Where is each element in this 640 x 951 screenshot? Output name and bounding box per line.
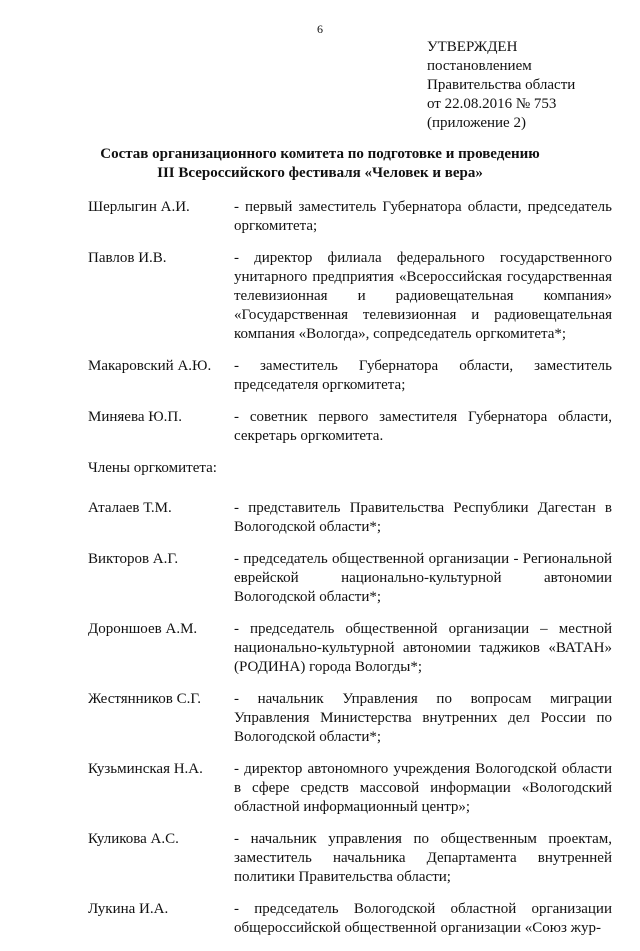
member-row [88, 499, 612, 537]
member-row [88, 690, 612, 747]
approval-line: от 22.08.2016 № 753 [427, 96, 557, 112]
member-row [88, 550, 612, 607]
member-name: Павлов И.В. [88, 250, 167, 266]
member-name: Миняева Ю.П. [88, 409, 182, 425]
member-role: - начальник управления по общественным проектам, заместитель начальника Департамента внутренней политики Правительства области; [234, 831, 612, 885]
member-name: Лукина И.А. [88, 901, 169, 917]
member-role: - заместитель Губернатора области, заместитель председателя оргкомитета; [234, 358, 612, 393]
member-row [88, 249, 612, 344]
member-name: Кузьминская Н.А. [88, 761, 203, 777]
title-line: III Всероссийского фестиваля «Человек и вера» [157, 165, 483, 181]
member-row [88, 198, 612, 236]
member-name: Куликова А.С. [88, 831, 179, 847]
member-role: - председатель общественной организации - Региональной еврейской национально-культурной автономии Вологодской области*; [234, 551, 612, 605]
member-row [88, 357, 612, 395]
title-line: Состав организационного комитета по подготовке и проведению [100, 146, 540, 162]
page-number: 6 [317, 22, 323, 36]
member-row [88, 760, 612, 817]
members-section-label: Члены оргкомитета: [88, 460, 217, 476]
member-role: - первый заместитель Губернатора области, председатель оргкомитета; [234, 199, 612, 234]
approval-stamp [427, 38, 575, 133]
member-row [88, 408, 612, 446]
member-name: Викторов А.Г. [88, 551, 179, 567]
member-role: - советник первого заместителя Губернатора области, секретарь оргкомитета. [234, 409, 612, 444]
approval-line: Правительства области [427, 77, 576, 93]
committee-list [88, 198, 612, 951]
member-name: Дороншоев А.М. [88, 621, 198, 637]
member-name: Жестянников С.Г. [88, 691, 202, 707]
member-role: - представитель Правительства Республики Дагестан в Вологодской области*; [234, 500, 612, 535]
member-role: - директор автономного учреждения Вологодской области в сфере средств массовой информации «Вологодский областной информационный центр»; [234, 761, 612, 815]
member-name: Макаровский А.Ю. [88, 358, 212, 374]
member-row [88, 830, 612, 887]
member-role: - начальник Управления по вопросам миграции Управления Министерства внутренних дел России по Вологодской области*; [234, 691, 612, 745]
member-row [88, 620, 612, 677]
approval-line: (приложение 2) [427, 115, 526, 131]
member-name: Шерлыгин А.И. [88, 199, 190, 215]
member-role: - председатель общественной организации – местной национально-культурной автономии таджиков «ВАТАН» (РОДИНА) города Вологды*; [234, 621, 612, 675]
member-role: - директор филиала федерального государственного унитарного предприятия «Всероссийская государственная телевизионная и радиовещательная компания» «Государственная телевизионная и радиовещательная компания «Вологда», сопредседатель оргкомитета*; [234, 250, 612, 342]
member-row [88, 900, 612, 938]
approval-line: постановлением [427, 58, 532, 74]
approval-line: УТВЕРЖДЕН [427, 39, 518, 55]
document-title [40, 145, 600, 183]
member-role: - председатель Вологодской областной организации общероссийской общественной организации «Союз жур- [234, 901, 612, 936]
member-name: Аталаев Т.М. [88, 500, 172, 516]
